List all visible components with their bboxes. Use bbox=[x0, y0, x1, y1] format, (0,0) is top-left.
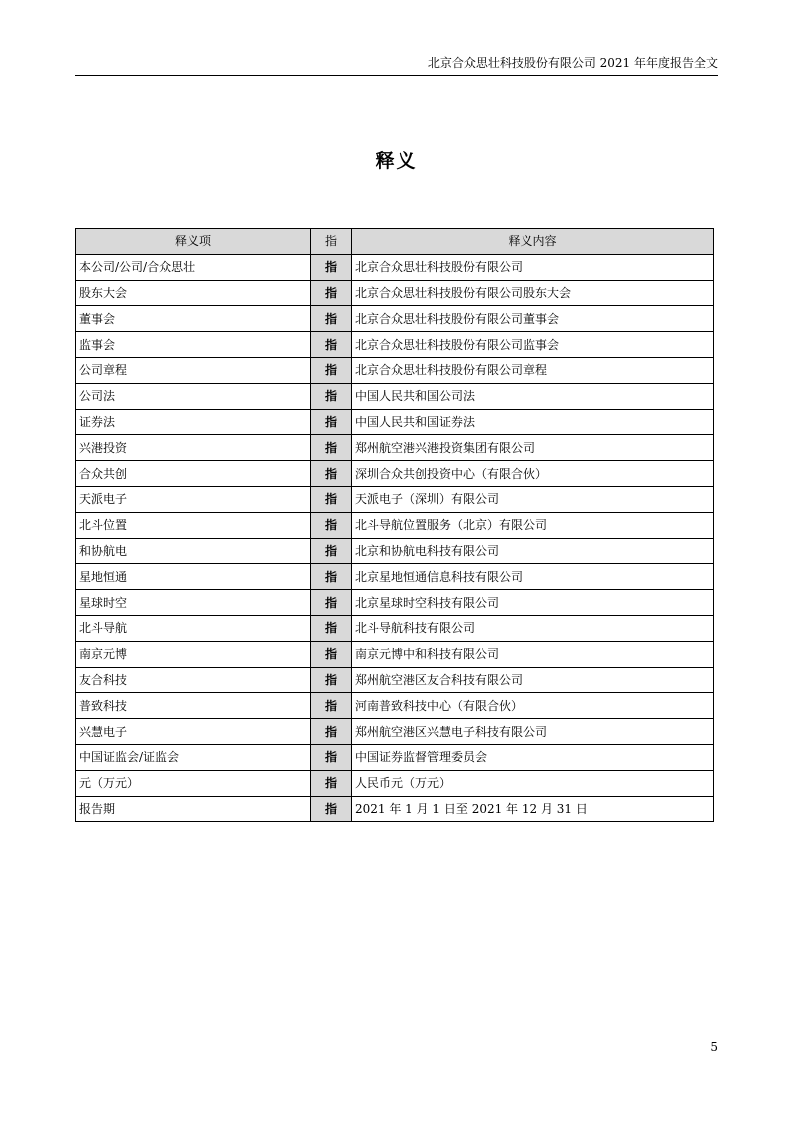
meaning-cell: 北京星地恒通信息科技有限公司 bbox=[352, 564, 714, 590]
definitions-table bbox=[75, 228, 714, 822]
header-meaning: 释义内容 bbox=[352, 229, 714, 255]
term-cell: 合众共创 bbox=[76, 461, 311, 487]
table-row bbox=[76, 306, 714, 332]
table-row bbox=[76, 254, 714, 280]
running-header: 北京合众思壮科技股份有限公司 2021 年年度报告全文 bbox=[427, 56, 718, 70]
meaning-cell: 深圳合众共创投资中心（有限合伙） bbox=[352, 461, 714, 487]
meaning-cell: 北京和协航电科技有限公司 bbox=[352, 538, 714, 564]
table-row bbox=[76, 357, 714, 383]
table-row bbox=[76, 667, 714, 693]
term-cell: 董事会 bbox=[76, 306, 311, 332]
term-cell: 监事会 bbox=[76, 332, 311, 358]
meaning-cell: 河南普致科技中心（有限合伙） bbox=[352, 693, 714, 719]
meaning-cell: 南京元博中和科技有限公司 bbox=[352, 641, 714, 667]
table-row bbox=[76, 770, 714, 796]
meaning-cell: 2021 年 1 月 1 日至 2021 年 12 月 31 日 bbox=[352, 796, 714, 822]
ref-cell: 指 bbox=[311, 796, 352, 822]
header-rule bbox=[75, 75, 718, 76]
meaning-cell: 人民币元（万元） bbox=[352, 770, 714, 796]
meaning-cell: 北京合众思壮科技股份有限公司章程 bbox=[352, 357, 714, 383]
table-row bbox=[76, 512, 714, 538]
meaning-cell: 天派电子（深圳）有限公司 bbox=[352, 486, 714, 512]
ref-cell: 指 bbox=[311, 332, 352, 358]
ref-cell: 指 bbox=[311, 641, 352, 667]
header-ref: 指 bbox=[311, 229, 352, 255]
term-cell: 兴慧电子 bbox=[76, 719, 311, 745]
ref-cell: 指 bbox=[311, 719, 352, 745]
table-body bbox=[76, 254, 714, 822]
term-cell: 普致科技 bbox=[76, 693, 311, 719]
ref-cell: 指 bbox=[311, 409, 352, 435]
ref-cell: 指 bbox=[311, 306, 352, 332]
term-cell: 北斗位置 bbox=[76, 512, 311, 538]
term-cell: 中国证监会/证监会 bbox=[76, 744, 311, 770]
table-row bbox=[76, 332, 714, 358]
meaning-cell: 郑州航空港区兴慧电子科技有限公司 bbox=[352, 719, 714, 745]
meaning-cell: 北斗导航科技有限公司 bbox=[352, 615, 714, 641]
page-number: 5 bbox=[710, 1040, 718, 1054]
meaning-cell: 中国人民共和国公司法 bbox=[352, 383, 714, 409]
table-row bbox=[76, 615, 714, 641]
meaning-cell: 郑州航空港兴港投资集团有限公司 bbox=[352, 435, 714, 461]
term-cell: 证券法 bbox=[76, 409, 311, 435]
term-cell: 南京元博 bbox=[76, 641, 311, 667]
meaning-cell: 北京合众思壮科技股份有限公司监事会 bbox=[352, 332, 714, 358]
ref-cell: 指 bbox=[311, 590, 352, 616]
term-cell: 友合科技 bbox=[76, 667, 311, 693]
table-row bbox=[76, 435, 714, 461]
term-cell: 星地恒通 bbox=[76, 564, 311, 590]
header-term: 释义项 bbox=[76, 229, 311, 255]
table-row bbox=[76, 641, 714, 667]
table-row bbox=[76, 719, 714, 745]
meaning-cell: 北斗导航位置服务（北京）有限公司 bbox=[352, 512, 714, 538]
meaning-cell: 北京合众思壮科技股份有限公司董事会 bbox=[352, 306, 714, 332]
meaning-cell: 中国人民共和国证券法 bbox=[352, 409, 714, 435]
ref-cell: 指 bbox=[311, 280, 352, 306]
table-row bbox=[76, 280, 714, 306]
meaning-cell: 北京星球时空科技有限公司 bbox=[352, 590, 714, 616]
table-row bbox=[76, 461, 714, 487]
ref-cell: 指 bbox=[311, 435, 352, 461]
table-row bbox=[76, 693, 714, 719]
ref-cell: 指 bbox=[311, 512, 352, 538]
meaning-cell: 北京合众思壮科技股份有限公司股东大会 bbox=[352, 280, 714, 306]
table-row bbox=[76, 590, 714, 616]
meaning-cell: 北京合众思壮科技股份有限公司 bbox=[352, 254, 714, 280]
term-cell: 星球时空 bbox=[76, 590, 311, 616]
ref-cell: 指 bbox=[311, 461, 352, 487]
term-cell: 北斗导航 bbox=[76, 615, 311, 641]
term-cell: 报告期 bbox=[76, 796, 311, 822]
table-row bbox=[76, 564, 714, 590]
term-cell: 元（万元） bbox=[76, 770, 311, 796]
ref-cell: 指 bbox=[311, 538, 352, 564]
term-cell: 本公司/公司/合众思壮 bbox=[76, 254, 311, 280]
table-row bbox=[76, 538, 714, 564]
ref-cell: 指 bbox=[311, 693, 352, 719]
page-title: 释义 bbox=[375, 150, 418, 172]
ref-cell: 指 bbox=[311, 486, 352, 512]
meaning-cell: 中国证券监督管理委员会 bbox=[352, 744, 714, 770]
ref-cell: 指 bbox=[311, 357, 352, 383]
table-row bbox=[76, 486, 714, 512]
ref-cell: 指 bbox=[311, 254, 352, 280]
term-cell: 公司章程 bbox=[76, 357, 311, 383]
term-cell: 公司法 bbox=[76, 383, 311, 409]
term-cell: 兴港投资 bbox=[76, 435, 311, 461]
meaning-cell: 郑州航空港区友合科技有限公司 bbox=[352, 667, 714, 693]
term-cell: 和协航电 bbox=[76, 538, 311, 564]
ref-cell: 指 bbox=[311, 744, 352, 770]
ref-cell: 指 bbox=[311, 770, 352, 796]
term-cell: 股东大会 bbox=[76, 280, 311, 306]
term-cell: 天派电子 bbox=[76, 486, 311, 512]
table-row bbox=[76, 796, 714, 822]
ref-cell: 指 bbox=[311, 615, 352, 641]
table-row bbox=[76, 383, 714, 409]
ref-cell: 指 bbox=[311, 667, 352, 693]
table-row bbox=[76, 409, 714, 435]
ref-cell: 指 bbox=[311, 383, 352, 409]
table-row bbox=[76, 744, 714, 770]
ref-cell: 指 bbox=[311, 564, 352, 590]
table-header-row bbox=[76, 229, 714, 255]
